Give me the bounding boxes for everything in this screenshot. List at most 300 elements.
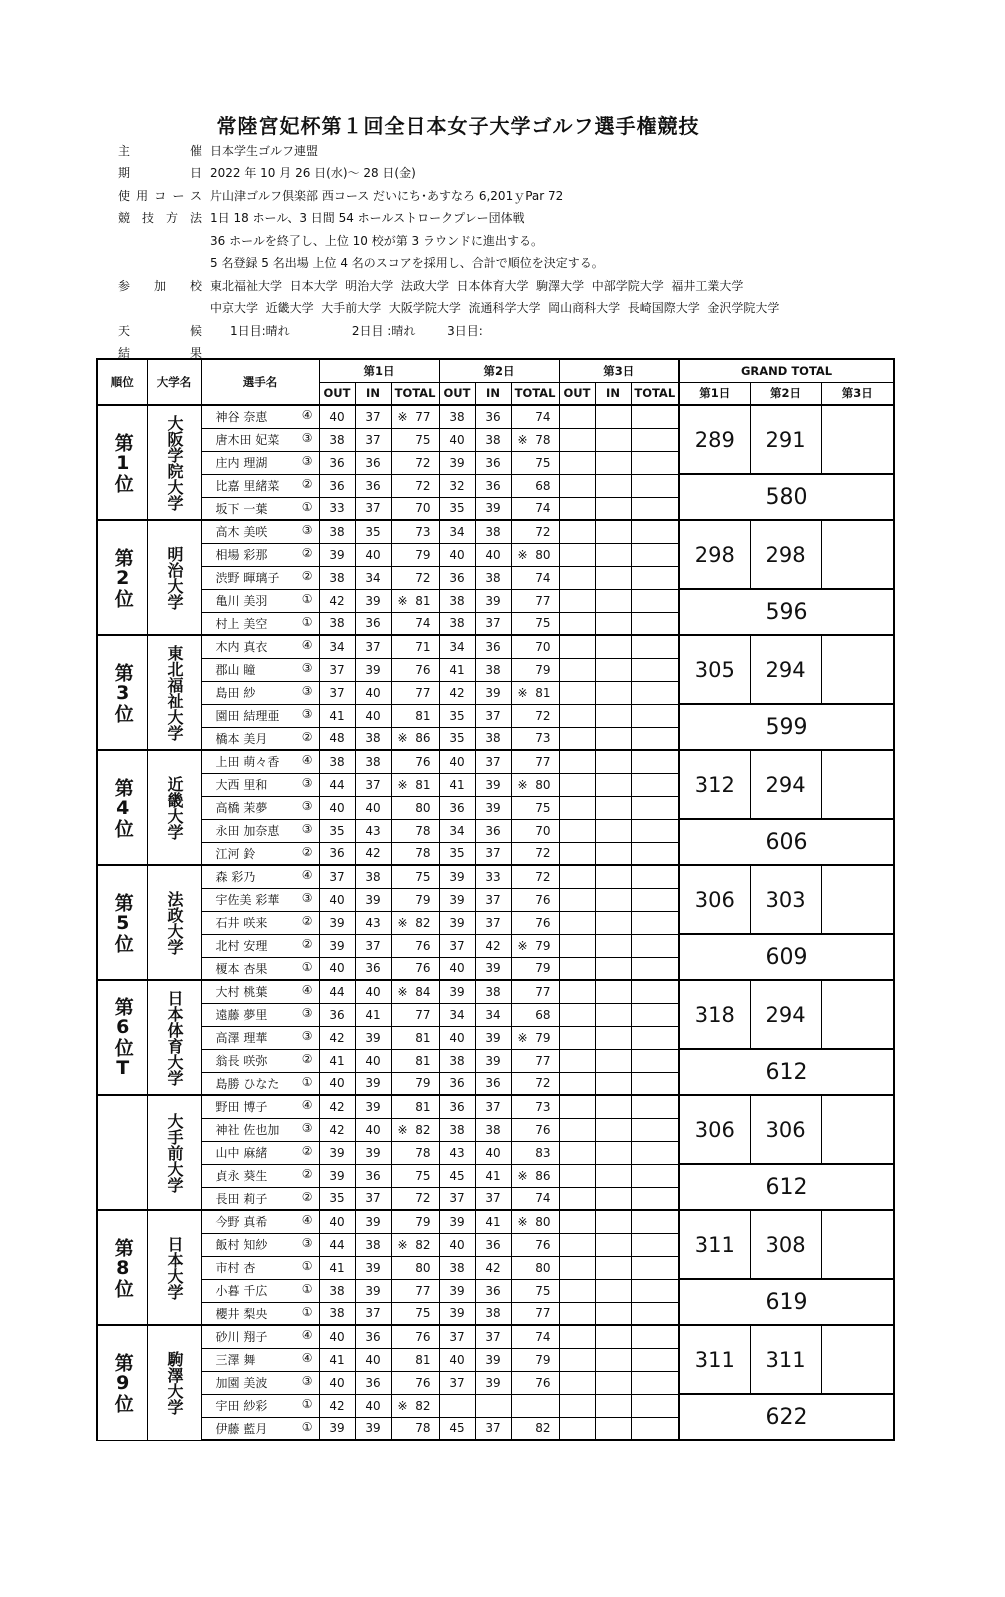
d3-out	[559, 842, 595, 865]
player-name: 江河 鈴	[215, 846, 256, 861]
d3-in	[595, 1049, 631, 1072]
dropped-score-mark: ※	[517, 1030, 528, 1045]
d1-in: 43	[355, 911, 391, 934]
d1-in: 36	[355, 451, 391, 474]
round-total: 82	[415, 1122, 431, 1137]
d2-out: 37	[439, 1325, 475, 1348]
d3-in	[595, 1210, 631, 1233]
round-total: 73	[535, 1099, 551, 1114]
header-d2-out: OUT	[439, 382, 475, 405]
d1-total	[391, 957, 439, 980]
header-d2-in: IN	[475, 382, 511, 405]
d2-total	[511, 1348, 559, 1371]
d2-out: 45	[439, 1164, 475, 1187]
d3-in	[595, 819, 631, 842]
round-total: 80	[535, 1214, 551, 1229]
player-name: 橋本 美月	[215, 731, 268, 746]
d1-total	[391, 1164, 439, 1187]
d1-total	[391, 1003, 439, 1026]
header-d3-in: IN	[595, 382, 631, 405]
d1-in: 40	[355, 681, 391, 704]
d2-in: 37	[475, 1095, 511, 1118]
player-year: ③	[301, 1374, 313, 1388]
round-total: 79	[415, 547, 431, 562]
player-name: 砂川 翔子	[215, 1330, 268, 1345]
d1-out: 41	[319, 1348, 355, 1371]
round-total: 72	[415, 478, 431, 493]
d3-out	[559, 773, 595, 796]
player-cell	[201, 681, 319, 704]
player-name: 神谷 奈恵	[215, 410, 268, 425]
round-total: 81	[535, 685, 551, 700]
d3-in	[595, 1233, 631, 1256]
round-total: 77	[415, 685, 431, 700]
d1-out: 38	[319, 520, 355, 543]
round-total: 77	[535, 1053, 551, 1068]
header-day2: 第2日	[439, 359, 559, 382]
player-year: ③	[301, 523, 313, 538]
d2-out: 40	[439, 543, 475, 566]
d1-total	[391, 543, 439, 566]
round-total: 75	[415, 1168, 431, 1183]
d3-total	[631, 1210, 679, 1233]
round-total: 81	[415, 593, 431, 608]
method-row	[118, 207, 779, 230]
d3-total	[631, 1256, 679, 1279]
d3-in	[595, 1417, 631, 1440]
d3-in	[595, 543, 631, 566]
d2-total	[511, 865, 559, 888]
round-total: 68	[535, 1007, 551, 1022]
table-row	[97, 704, 894, 727]
round-total: 79	[535, 961, 551, 976]
d2-total	[511, 1256, 559, 1279]
d1-out: 39	[319, 911, 355, 934]
d3-total	[631, 589, 679, 612]
header-day3: 第3日	[559, 359, 679, 382]
d1-out: 38	[319, 750, 355, 773]
d2-out: 39	[439, 888, 475, 911]
round-total: 72	[415, 455, 431, 470]
d2-in: 38	[475, 658, 511, 681]
grand-day2: 311	[750, 1325, 821, 1394]
d2-in: 40	[475, 543, 511, 566]
d2-total	[511, 566, 559, 589]
d1-out: 40	[319, 1210, 355, 1233]
table-row	[97, 934, 894, 957]
dropped-score-mark: ※	[397, 1237, 408, 1252]
player-cell	[201, 405, 319, 428]
d1-out: 42	[319, 1118, 355, 1141]
d1-out: 39	[319, 543, 355, 566]
d1-out: 39	[319, 1417, 355, 1440]
player-name: 小暮 千広	[215, 1284, 268, 1298]
d2-total	[511, 658, 559, 681]
grand-day3	[821, 1210, 894, 1279]
player-year: ①	[301, 1074, 313, 1089]
player-cell	[201, 1210, 319, 1233]
d2-total	[511, 1325, 559, 1348]
dropped-score-mark: ※	[397, 1122, 408, 1137]
player-year: ②	[301, 546, 313, 560]
player-name: 今野 真希	[215, 1215, 268, 1230]
d2-total	[511, 796, 559, 819]
player-year: ②	[301, 729, 313, 744]
player-name: 高橋 茉夢	[215, 801, 268, 815]
table-row	[97, 405, 894, 428]
d2-total	[511, 911, 559, 934]
round-total: 82	[415, 1237, 431, 1252]
d1-in: 36	[355, 1371, 391, 1394]
d1-in: 40	[355, 1348, 391, 1371]
d3-out	[559, 520, 595, 543]
d3-in	[595, 1164, 631, 1187]
d2-in: 37	[475, 1187, 511, 1210]
d3-total	[631, 566, 679, 589]
d1-out: 41	[319, 1049, 355, 1072]
round-total: 78	[415, 823, 431, 838]
d2-out: 41	[439, 658, 475, 681]
player-year: ③	[301, 1029, 313, 1043]
round-total: 75	[535, 616, 551, 631]
d1-total	[391, 911, 439, 934]
d3-out	[559, 727, 595, 750]
round-total: 72	[415, 1191, 431, 1206]
d1-total	[391, 1026, 439, 1049]
round-total: 70	[535, 823, 551, 838]
d2-out: 38	[439, 589, 475, 612]
round-total: 72	[535, 869, 551, 884]
d1-out: 39	[319, 934, 355, 957]
grand-total: 599	[679, 704, 894, 750]
d2-total	[511, 681, 559, 704]
d3-out	[559, 451, 595, 474]
team-rank: 第6位T	[111, 996, 134, 1079]
player-name: 宇田 紗彩	[215, 1399, 268, 1413]
round-total: 81	[415, 777, 431, 792]
d1-total	[391, 842, 439, 865]
d3-out	[559, 589, 595, 612]
round-total: 72	[535, 708, 551, 723]
d2-out: 37	[439, 1187, 475, 1210]
d1-in: 38	[355, 1233, 391, 1256]
page-title: 常陸宮妃杯第１回全日本女子大学ゴルフ選手権競技	[216, 114, 700, 138]
d3-in	[595, 1325, 631, 1348]
d3-in	[595, 497, 631, 520]
d3-in	[595, 428, 631, 451]
player-name: 野田 博子	[215, 1100, 268, 1115]
player-name: 亀川 美羽	[215, 594, 268, 608]
round-total: 77	[535, 1306, 551, 1321]
d3-in	[595, 589, 631, 612]
player-year: ①	[301, 1419, 313, 1434]
d2-in: 37	[475, 750, 511, 773]
player-year: ②	[301, 569, 313, 583]
d1-in: 39	[355, 1210, 391, 1233]
player-name: 長田 莉子	[215, 1191, 268, 1206]
round-total: 76	[535, 1375, 551, 1390]
univ-cell	[147, 520, 201, 635]
d1-out: 36	[319, 1003, 355, 1026]
method-line-3: 5 名登録 5 名出場 上位 4 名のスコアを採用し、合計で順位を決定する。	[210, 256, 604, 271]
grand-total: 622	[679, 1394, 894, 1440]
table-row	[97, 520, 894, 543]
univ-cell	[147, 1095, 201, 1210]
player-year: ①	[301, 1259, 313, 1273]
player-cell	[201, 1095, 319, 1118]
d1-out: 40	[319, 405, 355, 428]
d2-out: 40	[439, 957, 475, 980]
d3-total	[631, 865, 679, 888]
d3-out	[559, 635, 595, 658]
header-d2-total: TOTAL	[511, 382, 559, 405]
d2-out: 43	[439, 1141, 475, 1164]
d3-total	[631, 635, 679, 658]
player-name: 貞永 葵生	[215, 1169, 268, 1183]
player-year: ②	[301, 1167, 313, 1181]
grand-day1: 289	[679, 405, 750, 474]
d1-in: 37	[355, 934, 391, 957]
d1-in: 35	[355, 520, 391, 543]
method-line-1: 1日 18 ホール、3 日間 54 ホールストロークプレー団体戦	[210, 211, 525, 226]
team-rank: 第8位	[111, 1237, 134, 1298]
player-year: ②	[301, 477, 313, 491]
d3-in	[595, 865, 631, 888]
player-cell	[201, 566, 319, 589]
player-cell	[201, 1141, 319, 1164]
d1-in: 43	[355, 819, 391, 842]
d3-in	[595, 451, 631, 474]
grand-day1: 298	[679, 520, 750, 589]
d3-out	[559, 1072, 595, 1095]
d1-total	[391, 865, 439, 888]
player-cell	[201, 888, 319, 911]
player-cell	[201, 1279, 319, 1302]
d3-out	[559, 1233, 595, 1256]
player-cell	[201, 842, 319, 865]
player-name: 飯村 知紗	[215, 1238, 268, 1252]
d3-in	[595, 796, 631, 819]
player-name: 坂下 一葉	[215, 501, 268, 516]
table-row	[97, 1394, 894, 1417]
d3-total	[631, 1325, 679, 1348]
player-name: 宇佐美 彩華	[215, 893, 280, 907]
d1-total	[391, 1371, 439, 1394]
d1-out: 41	[319, 1256, 355, 1279]
table-row	[97, 635, 894, 658]
round-total: 86	[415, 731, 431, 746]
d2-total	[511, 1371, 559, 1394]
d2-in: 39	[475, 1026, 511, 1049]
round-total: 76	[535, 1122, 551, 1137]
schools-row	[118, 274, 779, 297]
round-total: 75	[535, 1283, 551, 1298]
player-cell	[201, 1187, 319, 1210]
player-name: 神社 佐也加	[215, 1123, 280, 1137]
d3-total	[631, 1348, 679, 1371]
d3-total	[631, 612, 679, 635]
d1-total	[391, 888, 439, 911]
d1-in: 34	[355, 566, 391, 589]
rank-cell	[97, 1325, 147, 1440]
d1-out: 38	[319, 428, 355, 451]
round-total: 80	[415, 800, 431, 815]
d2-in: 38	[475, 520, 511, 543]
method-line-2: 36 ホールを終了し、上位 10 校が第 3 ラウンドに進出する。	[210, 233, 544, 248]
grand-day1: 305	[679, 635, 750, 704]
d3-in	[595, 405, 631, 428]
player-cell	[201, 1417, 319, 1440]
d1-in: 39	[355, 1279, 391, 1302]
d1-total	[391, 1049, 439, 1072]
d2-total	[511, 1118, 559, 1141]
d1-in: 40	[355, 796, 391, 819]
d3-out	[559, 1371, 595, 1394]
player-name: 庄内 理湖	[215, 456, 268, 470]
player-cell	[201, 911, 319, 934]
round-total: 78	[415, 1421, 431, 1436]
round-total: 76	[415, 1329, 431, 1344]
d1-total	[391, 635, 439, 658]
d1-total	[391, 796, 439, 819]
d2-total	[511, 934, 559, 957]
round-total: 81	[415, 1099, 431, 1114]
round-total: 79	[535, 1352, 551, 1367]
d2-out: 39	[439, 1302, 475, 1325]
d1-in: 36	[355, 1164, 391, 1187]
d2-total	[511, 842, 559, 865]
competition-info	[118, 139, 779, 364]
d3-out	[559, 428, 595, 451]
grand-day1: 318	[679, 980, 750, 1049]
d1-total	[391, 750, 439, 773]
team-rank: 第9位	[111, 1352, 134, 1413]
player-cell	[201, 796, 319, 819]
dropped-score-mark: ※	[397, 777, 408, 792]
d1-total	[391, 451, 439, 474]
rank-cell	[97, 520, 147, 635]
round-total: 82	[415, 1398, 431, 1413]
player-name: 翁長 咲弥	[215, 1054, 268, 1068]
player-year: ③	[301, 1236, 313, 1250]
d3-in	[595, 934, 631, 957]
d3-out	[559, 1003, 595, 1026]
player-cell	[201, 428, 319, 451]
d2-total	[511, 497, 559, 520]
d1-total	[391, 1095, 439, 1118]
d2-in: 36	[475, 1233, 511, 1256]
d2-total	[511, 1302, 559, 1325]
d1-out: 41	[319, 704, 355, 727]
d2-out: 39	[439, 980, 475, 1003]
d2-total	[511, 520, 559, 543]
grand-day2: 298	[750, 520, 821, 589]
d3-total	[631, 727, 679, 750]
grand-day1: 306	[679, 1095, 750, 1164]
d1-in: 38	[355, 727, 391, 750]
d3-in	[595, 1348, 631, 1371]
schools-row-2	[118, 297, 779, 320]
round-total: 76	[535, 1237, 551, 1252]
grand-total: 596	[679, 589, 894, 635]
d2-out: 39	[439, 865, 475, 888]
team-rank: 第2位	[111, 547, 134, 608]
player-name: 島田 紗	[215, 686, 256, 700]
player-name: 村上 美空	[215, 616, 268, 631]
player-year: ④	[301, 638, 313, 653]
dropped-score-mark: ※	[517, 1214, 528, 1229]
d3-total	[631, 474, 679, 497]
d1-in: 40	[355, 543, 391, 566]
d3-total	[631, 796, 679, 819]
d3-in	[595, 957, 631, 980]
d1-out: 35	[319, 1187, 355, 1210]
table-row	[97, 474, 894, 497]
round-total: 81	[415, 1053, 431, 1068]
rank-cell	[97, 635, 147, 750]
d2-out: 36	[439, 796, 475, 819]
d3-out	[559, 1210, 595, 1233]
d3-out	[559, 1417, 595, 1440]
d3-out	[559, 543, 595, 566]
rank-cell	[97, 865, 147, 980]
player-year: ③	[301, 431, 313, 445]
player-year: ①	[301, 592, 313, 606]
header-player: 選手名	[201, 359, 319, 405]
grand-total: 580	[679, 474, 894, 520]
d1-out: 38	[319, 566, 355, 589]
player-year: ④	[301, 1098, 313, 1113]
d2-out: 37	[439, 1371, 475, 1394]
d1-out: 38	[319, 1279, 355, 1302]
rank-cell	[97, 1095, 147, 1210]
d1-out: 39	[319, 1164, 355, 1187]
d2-total	[511, 980, 559, 1003]
round-total: 79	[535, 938, 551, 953]
dropped-score-mark: ※	[517, 1168, 528, 1183]
d2-out: 34	[439, 1003, 475, 1026]
d1-in: 36	[355, 1325, 391, 1348]
d3-out	[559, 1348, 595, 1371]
player-year: ②	[301, 1052, 313, 1066]
d3-total	[631, 405, 679, 428]
d3-in	[595, 727, 631, 750]
table-row	[97, 865, 894, 888]
header-d1-total: TOTAL	[391, 382, 439, 405]
d3-out	[559, 566, 595, 589]
weather-day1: 1日目:晴れ	[230, 323, 290, 338]
player-year: ④	[301, 868, 313, 883]
d3-out	[559, 612, 595, 635]
grand-day1: 312	[679, 750, 750, 819]
university-name: 大阪学院大学	[165, 414, 184, 511]
d3-out	[559, 1141, 595, 1164]
univ-cell	[147, 1325, 201, 1440]
univ-cell	[147, 750, 201, 865]
d3-out	[559, 704, 595, 727]
d2-out: 32	[439, 474, 475, 497]
rank-cell	[97, 750, 147, 865]
d1-out: 44	[319, 980, 355, 1003]
weather-day3: 3日目:	[447, 323, 483, 338]
player-cell	[201, 497, 319, 520]
d2-out: 35	[439, 727, 475, 750]
d2-in: 37	[475, 842, 511, 865]
round-total: 79	[535, 1030, 551, 1045]
d3-total	[631, 773, 679, 796]
univ-cell	[147, 635, 201, 750]
player-name: 比嘉 里緒菜	[215, 479, 280, 493]
